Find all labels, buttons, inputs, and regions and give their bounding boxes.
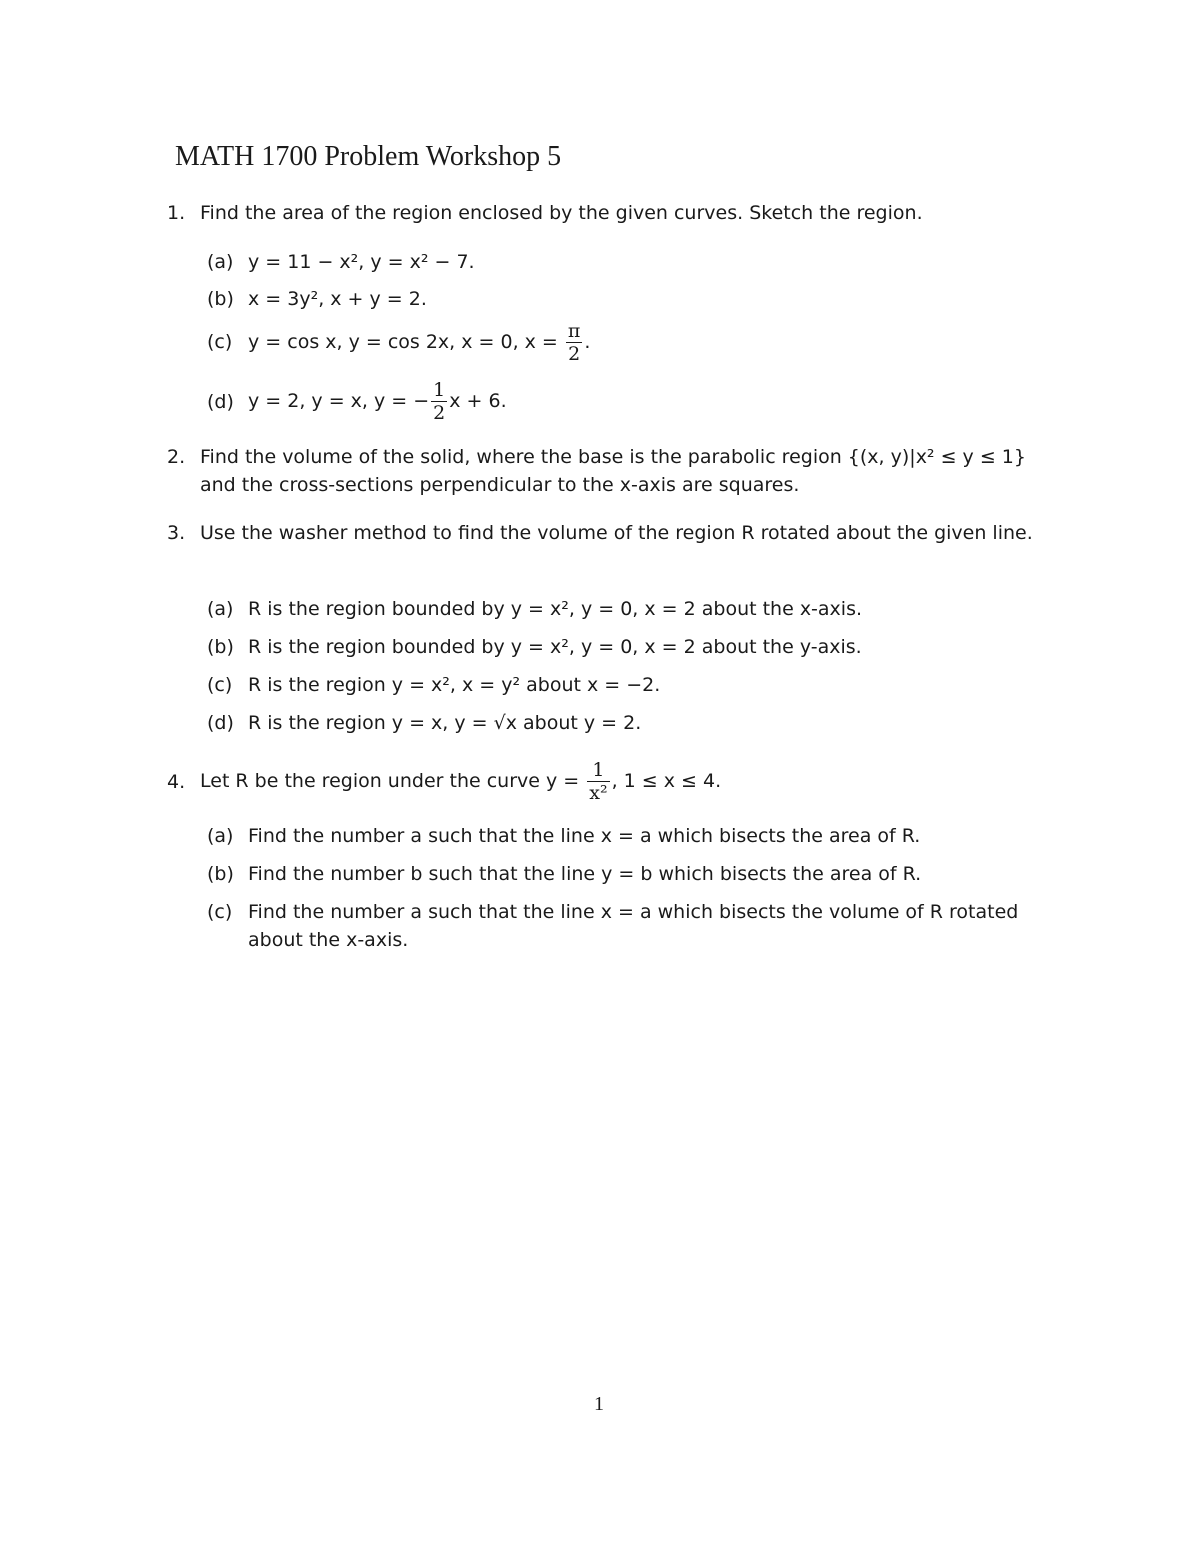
problem-1b-text: x = 3y², x + y = 2.	[248, 288, 427, 310]
problem-3b-label: (b)	[207, 636, 234, 658]
problem-1d-line	[248, 377, 1068, 425]
problem-1d-text: y = 2, y = x, y = −	[248, 390, 430, 412]
problem-3c-text: R is the region y = x², x = y² about x = −2.	[248, 674, 661, 696]
problem-1c-label: (c)	[207, 331, 233, 353]
problem-1c-tail: .	[584, 331, 591, 353]
problem-4-fraction	[587, 759, 609, 804]
problem-4-tail: , 1 ≤ x ≤ 4.	[611, 770, 722, 792]
page-number: 1	[594, 1393, 604, 1415]
problem-3c-label: (c)	[207, 674, 233, 696]
fraction-denominator: 2	[433, 402, 446, 424]
fraction-numerator: 1	[433, 379, 446, 401]
problem-1d-fraction	[431, 379, 447, 424]
problem-2-number: 2.	[167, 446, 186, 468]
problem-2-text: Find the volume of the solid, where the base is the parabolic region {(x, y)|x² ≤ y ≤ 1} and the cross-sections perpendicular to the x-axis are squares.	[200, 446, 1026, 496]
problem-4-line	[200, 757, 1060, 805]
problem-4c-text: Find the number a such that the line x = a which bisects the volume of R rotated about the x-axis.	[248, 901, 1019, 951]
problem-3d-label: (d)	[207, 712, 234, 734]
problem-4-text: Let R be the region under the curve y =	[200, 770, 586, 792]
problem-1d-tail: x + 6.	[449, 390, 507, 412]
fraction-denominator: 2	[568, 343, 581, 365]
problem-4b-label: (b)	[207, 863, 234, 885]
problem-3a-label: (a)	[207, 598, 234, 620]
problem-1c-line	[248, 318, 1068, 366]
problem-3-number: 3.	[167, 522, 186, 544]
problem-1c-text: y = cos x, y = cos 2x, x = 0, x =	[248, 331, 564, 353]
problem-1a-text: y = 11 − x², y = x² − 7.	[248, 251, 475, 273]
problem-4a-label: (a)	[207, 825, 234, 847]
problem-1-number: 1.	[167, 202, 186, 224]
problem-3b-text: R is the region bounded by y = x², y = 0, x = 2 about the y-axis.	[248, 636, 862, 658]
problem-1b-label: (b)	[207, 288, 234, 310]
problem-1-text: Find the area of the region enclosed by the given curves. Sketch the region.	[200, 202, 923, 224]
problem-4a-text: Find the number a such that the line x = a which bisects the area of R.	[248, 825, 921, 847]
fraction-numerator: 1	[587, 759, 609, 782]
page-title: MATH 1700 Problem Workshop 5	[175, 141, 562, 172]
problem-3d-text: R is the region y = x, y = √x about y = 2.	[248, 712, 642, 734]
problem-3-text: Use the washer method to find the volume of the region R rotated about the given line.	[200, 522, 1033, 544]
problem-3a-text: R is the region bounded by y = x², y = 0, x = 2 about the x-axis.	[248, 598, 863, 620]
fraction-denominator: x²	[589, 782, 608, 804]
problem-1d-label: (d)	[207, 391, 234, 413]
problem-4b-text: Find the number b such that the line y = b which bisects the area of R.	[248, 863, 922, 885]
problem-1c-fraction	[566, 320, 583, 365]
problem-4c-label: (c)	[207, 901, 233, 923]
problem-4-number: 4.	[167, 771, 186, 793]
fraction-numerator: π	[567, 320, 581, 342]
problem-1a-label: (a)	[207, 251, 234, 273]
